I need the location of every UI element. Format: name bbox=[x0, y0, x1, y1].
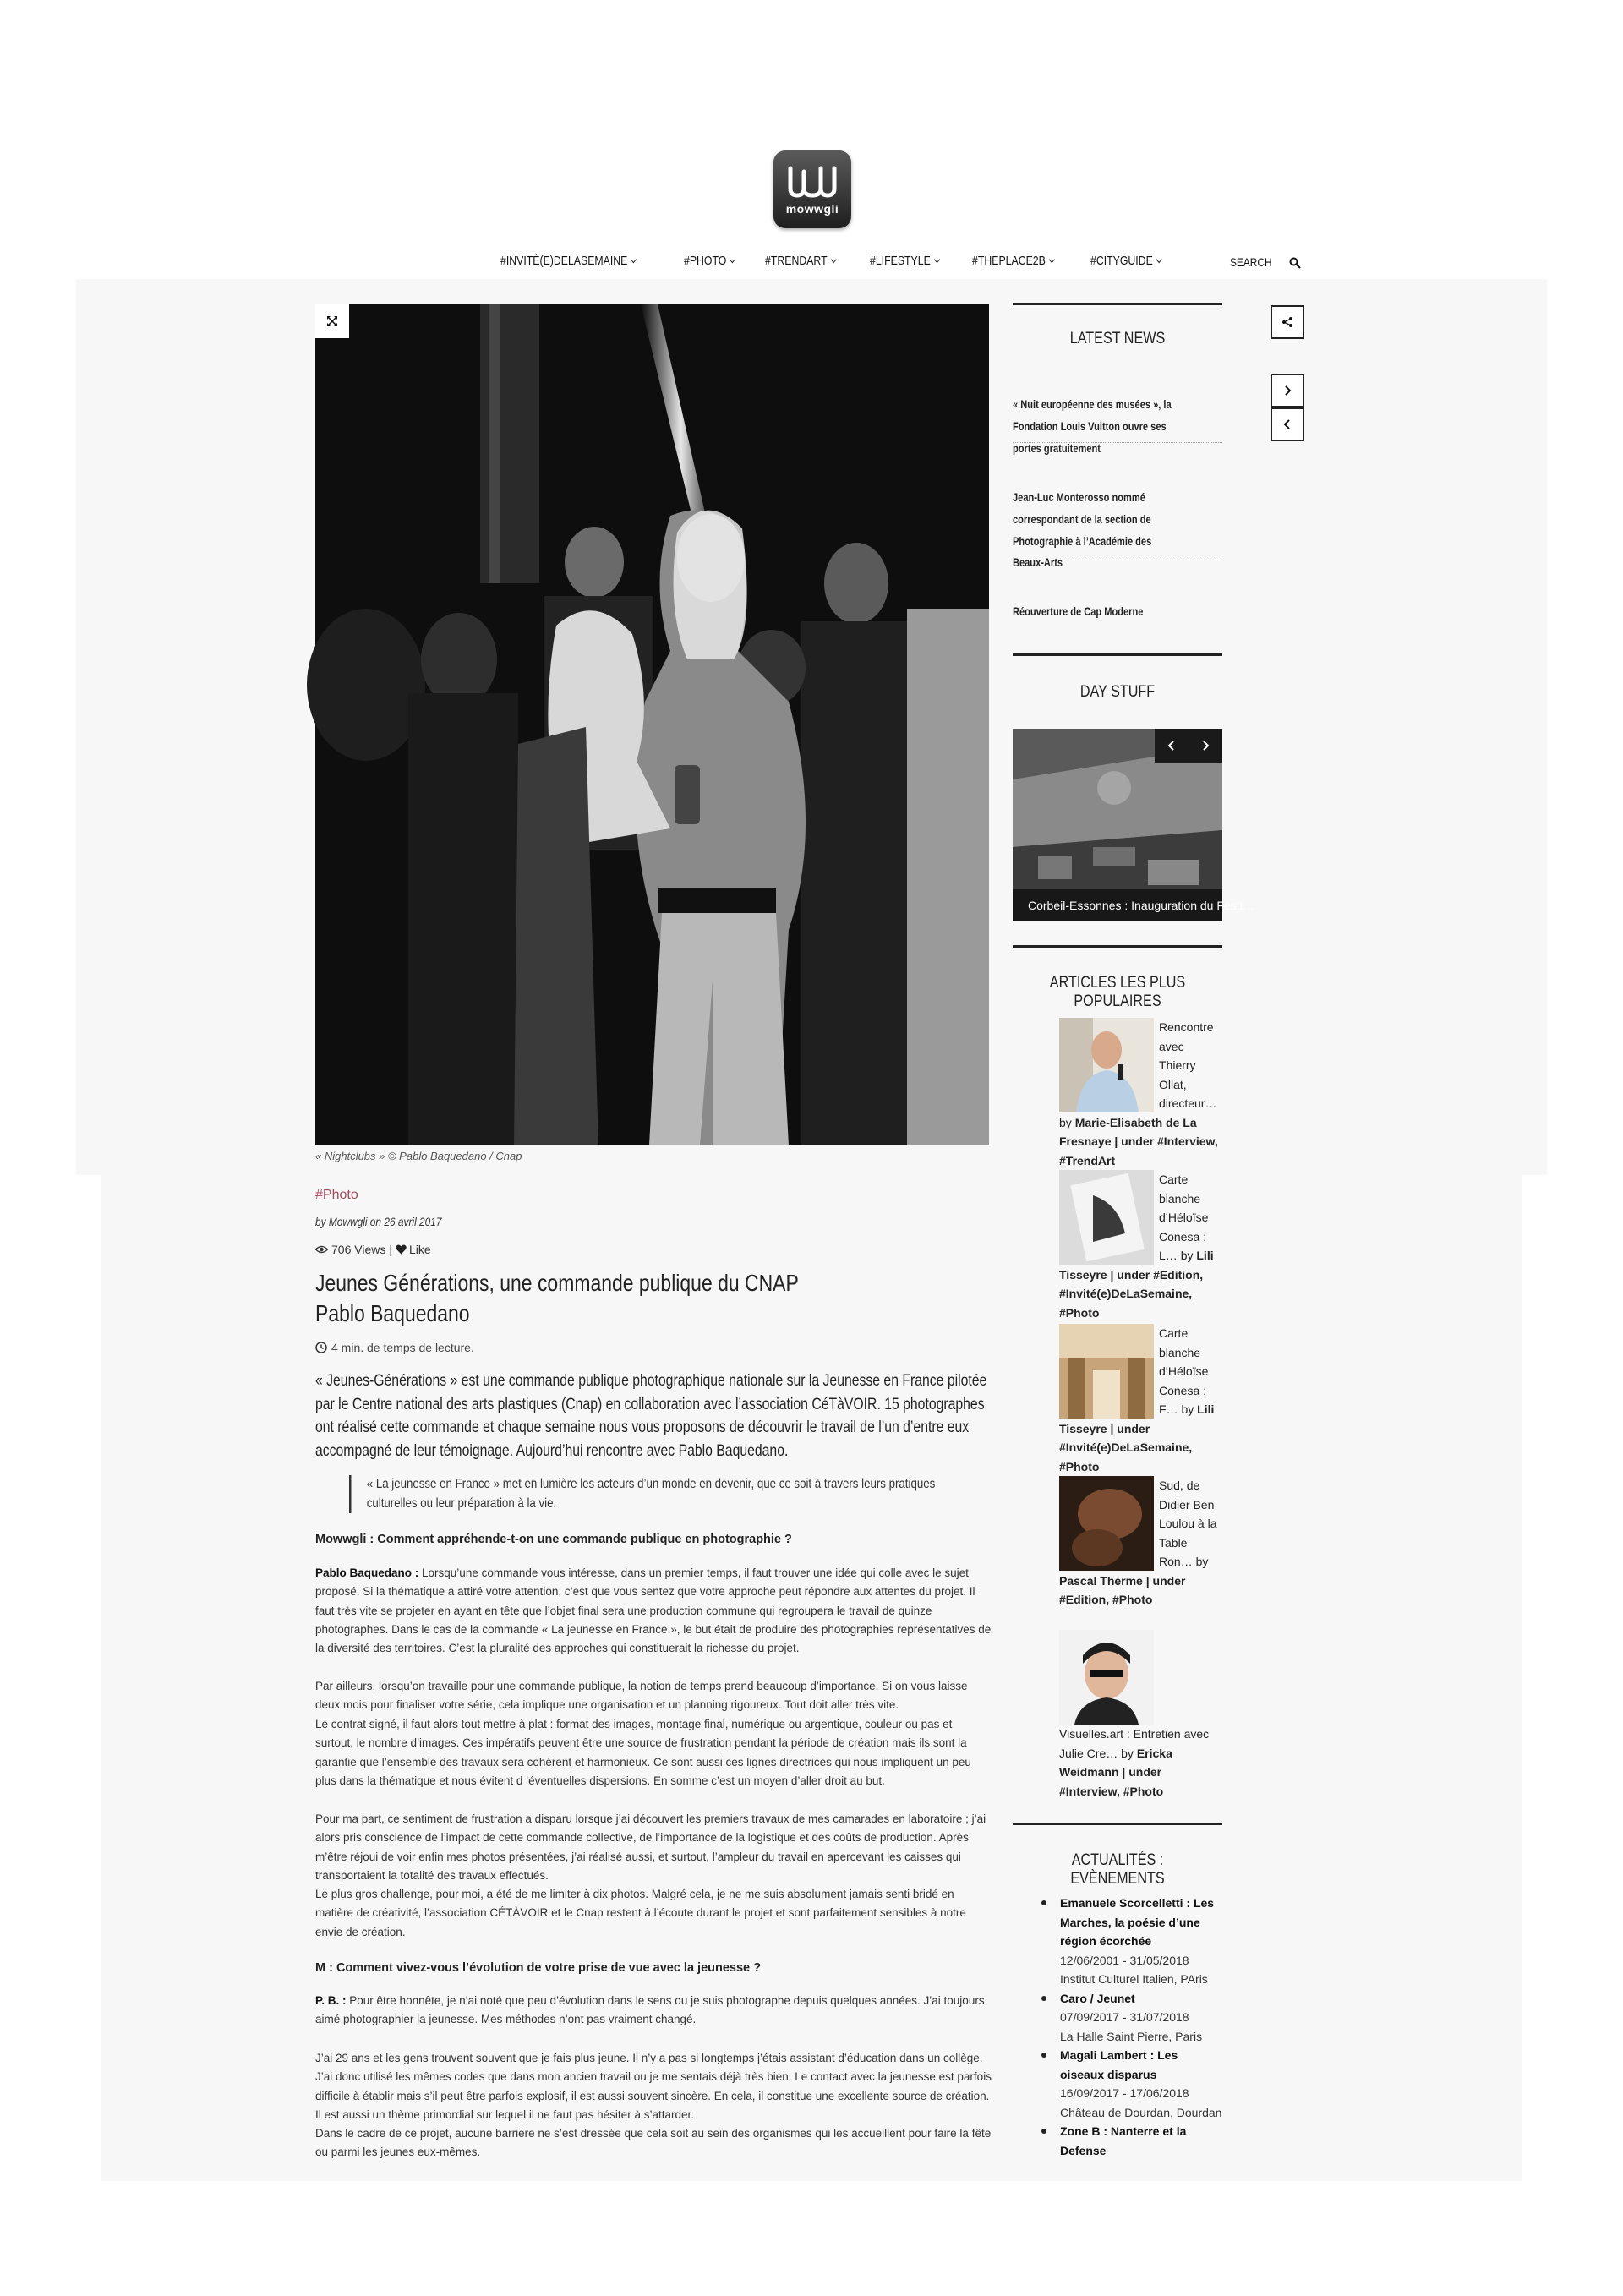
event-place: La Halle Saint Pierre, Paris bbox=[1060, 2029, 1203, 2043]
share-button[interactable] bbox=[1271, 305, 1304, 339]
byline: by Mowwgli on 26 avril 2017 bbox=[315, 1215, 442, 1228]
event-dates: 12/06/2001 - 31/05/2018 bbox=[1060, 1953, 1189, 1967]
read-time-text: 4 min. de temps de lecture. bbox=[331, 1341, 474, 1354]
popular-item-title: Visuelles.art : Entretien avec Julie Cre… bbox=[1059, 1727, 1210, 1760]
popular-author: Lili Tisseyre bbox=[1059, 1249, 1214, 1282]
article-stats bbox=[315, 1243, 431, 1256]
main-nav bbox=[0, 254, 1623, 274]
popular-item-title: Sud, de Didier Ben Loulou à la Table Ron… bbox=[1159, 1479, 1217, 1568]
hero-photo[interactable] bbox=[315, 304, 989, 1145]
day-stuff-rule bbox=[1013, 653, 1222, 656]
popular-categories: #Interview, #TrendArt bbox=[1059, 1134, 1218, 1167]
popular-author: Ericka Weidmann bbox=[1059, 1746, 1172, 1779]
popular-thumbnail bbox=[1059, 1630, 1154, 1725]
popular-thumbnail bbox=[1059, 1018, 1154, 1112]
event-item[interactable] bbox=[1038, 2122, 1224, 2160]
answer-2 bbox=[315, 1992, 992, 2030]
popular-item-title: Carte blanche d’Héloïse Conesa : F… bbox=[1159, 1326, 1209, 1416]
views-count: 706 Views bbox=[331, 1243, 386, 1256]
events-title: ACTUALITÉS : EVÈNEMENTS bbox=[1070, 1851, 1165, 1888]
like-label: Like bbox=[408, 1243, 431, 1256]
popular-author: Marie-Elisabeth de La Fresnaye bbox=[1059, 1115, 1197, 1148]
chevron-left-icon bbox=[1167, 740, 1176, 752]
eye-icon bbox=[315, 1245, 328, 1254]
chevron-down-icon bbox=[830, 255, 836, 262]
chevron-down-icon bbox=[631, 255, 637, 262]
question-1: Mowwgli : Comment appréhende-t-on une commande publique en photographie ? bbox=[315, 1533, 792, 1546]
stats-separator: | bbox=[389, 1243, 392, 1256]
read-time bbox=[315, 1341, 474, 1354]
latest-news-item[interactable]: Réouverture de Cap Moderne bbox=[1013, 605, 1144, 618]
answer-2-p2: J’ai 29 ans et les gens trouvent souvent que je fais plus jeune. Il n’y a pas si longtemps j’étais assistant d’éducation dans un collège. J’ai donc utilisé les mêmes codes que dans mon ancien travail ou je me sentais déjà très bien. Le contact avec la jeunesse est parfois difficile à établir mais s’il peut être parfois explosif, il est aussi souvent sincère. En cela, il constitue une excellente source de création. Il est aussi un thème primordial sur lequel il ne faut pas hésiter à s’attarder. bbox=[315, 2052, 992, 2121]
chevron-right-icon bbox=[1283, 385, 1292, 396]
latest-news-item[interactable]: « Nuit européenne des musées », la Fondation Louis Vuitton ouvre ses portes gratuitement bbox=[1013, 398, 1172, 455]
article-title-line1: Jeunes Générations, une commande publique du CNAP bbox=[315, 1270, 799, 1296]
popular-title: ARTICLES LES PLUS POPULAIRES bbox=[1049, 974, 1186, 1010]
popular-categories: #Interview, #Photo bbox=[1059, 1784, 1164, 1798]
latest-news-item[interactable]: Jean-Luc Monterosso nommé correspondant de la section de Photographie à l’Académie des Beaux-Arts bbox=[1013, 491, 1152, 570]
latest-news-rule bbox=[1013, 303, 1222, 305]
answer-1-p2: Par ailleurs, lorsqu’on travaille pour une commande publique, la notion de temps prend beaucoup d’importance. Si on vous laisse deux mois pour finaliser votre série, cela implique une organisation et un planning rigoureux. Tout doit aller très vite. bbox=[315, 1680, 968, 1712]
latest-news-title: LATEST NEWS bbox=[1069, 330, 1166, 347]
event-title: Caro / Jeunet bbox=[1060, 1991, 1135, 2005]
answer-1-p5: Le plus gros challenge, pour moi, a été de me limiter à dix photos. Malgré cela, je ne me suis absolument jamais senti bridé en matière de créativité, l’association CÉTÀVOIR et le Cnap restent à l’écoute durant le projet et sont parfaitement sensibles à notre envie de création. bbox=[315, 1888, 966, 1938]
chevron-right-icon bbox=[1201, 740, 1210, 752]
popular-item-title: Rencontre avec Thierry Ollat, directeur… bbox=[1159, 1020, 1217, 1110]
nav-item-theplace2b[interactable]: #THEPLACE2B bbox=[972, 254, 1054, 268]
popular-item[interactable]: Visuelles.art : Entretien avec Julie Cre… by Ericka Weidmann | under #Interview, #Photo bbox=[1059, 1630, 1220, 1801]
popular-item[interactable]: Carte blanche d’Héloïse Conesa : F… by Lili Tisseyre | under #Invité(e)DeLaSemaine, #Photo bbox=[1059, 1324, 1220, 1476]
popular-categories: #Invité(e)DeLaSemaine, #Photo bbox=[1059, 1440, 1193, 1473]
expand-icon bbox=[326, 315, 338, 327]
nav-item-lifestyle[interactable]: #LIFESTYLE bbox=[870, 254, 939, 268]
answer-1-p3: Le contrat signé, il faut alors tout mettre à plat : format des images, montage final, numérique ou argentique, couleur ou pas et surtout, le nombre d’images. Ces impératifs peuvent être une source de frustration pendant la période de création mais ils sont la garantie que l’ensemble des travaux sera cohérent et harmonieux. Ce sont aussi ces lignes directrices qui nous impliquent un peu plus dans la thématique et nous évitent d ’éventuelles dispersions. En somme c’est un moyen d’aller droit au but. bbox=[315, 1718, 971, 1787]
nav-item-cityguide[interactable]: #CITYGUIDE bbox=[1090, 254, 1161, 268]
chevron-down-icon bbox=[1049, 255, 1055, 262]
answer-1-p4: Pour ma part, ce sentiment de frustration a disparu lorsque j’ai découvert les premiers travaux de mes camarades en laboratoire ; j’ai alors pris conscience de l’impact de cette commande collective, de l’importance de la logistique et des coûts de production. Après m’être réjoui de voir enfin mes photos présentées, j’ai réalisé aussi, et surtout, l’ampleur du travail en apercevant les caisses qui transportaient la totalité des travaux effectués. bbox=[315, 1812, 986, 1882]
event-item[interactable] bbox=[1038, 1989, 1224, 2047]
search-label[interactable]: SEARCH bbox=[1230, 255, 1272, 269]
chevron-left-icon bbox=[1283, 418, 1292, 430]
popular-item[interactable]: Carte blanche d’Héloïse Conesa : L… by Lili Tisseyre | under #Edition, #Invité(e)DeLaSemaine, #Photo bbox=[1059, 1170, 1220, 1322]
popular-item[interactable]: Rencontre avec Thierry Ollat, directeur… by Marie-Elisabeth de La Fresnaye | under #Interview, #TrendArt bbox=[1059, 1018, 1220, 1170]
event-place: Institut Culturel Italien, PAris bbox=[1060, 1972, 1208, 1986]
popular-categories: #Edition, #Photo bbox=[1059, 1593, 1153, 1606]
popular-thumbnail bbox=[1059, 1476, 1154, 1571]
popular-thumbnail bbox=[1059, 1324, 1154, 1419]
prev-article-button[interactable] bbox=[1271, 407, 1304, 441]
divider bbox=[1013, 442, 1222, 443]
answer-2-p3: Dans le cadre de ce projet, aucune barrière ne s’est dressée que cela soit au sein des organismes qui les accueillent pour faire la fête ou parmi les jeunes eux-mêmes. bbox=[315, 2127, 992, 2159]
popular-author: Pascal Therme bbox=[1059, 1573, 1143, 1588]
popular-categories: #Edition, #Invité(e)DeLaSemaine, #Photo bbox=[1059, 1267, 1204, 1320]
nav-item-trendart[interactable]: #TRENDART bbox=[765, 254, 835, 268]
day-stuff-caption[interactable]: Corbeil-Essonnes : Inauguration du Festi… bbox=[1013, 889, 1222, 921]
popular-author: Lili Tisseyre bbox=[1059, 1402, 1215, 1435]
event-title: Emanuele Scorcelletti : Les Marches, la poésie d’une région écorchée bbox=[1060, 1896, 1215, 1948]
clock-icon bbox=[315, 1342, 327, 1353]
event-dates: 16/09/2017 - 17/06/2018 bbox=[1060, 2086, 1189, 2100]
answer-1-speaker: Pablo Baquedano : bbox=[315, 1566, 419, 1579]
article-title-line2: Pablo Baquedano bbox=[315, 1300, 470, 1326]
mowwgli-logo-icon bbox=[785, 163, 839, 200]
answer-2-text: Pour être honnête, je n’ai noté que peu d’évolution dans le sens ou je suis photographe depuis quelques années. J’ai toujours aimé photographier la jeunesse. Mes méthodes n’ont pas vraiment changé. bbox=[315, 1994, 985, 2026]
event-place: Château de Dourdan, Dourdan bbox=[1060, 2105, 1222, 2119]
popular-item-title: Carte blanche d’Héloïse Conesa : L… bbox=[1159, 1173, 1209, 1262]
expand-button[interactable] bbox=[315, 304, 349, 338]
event-title: Magali Lambert : Les oiseaux disparus bbox=[1060, 2048, 1178, 2081]
events-list bbox=[1038, 1894, 1224, 2160]
like-button[interactable] bbox=[396, 1243, 431, 1256]
answer-2-speaker: P. B. : bbox=[315, 1994, 347, 2007]
chevron-down-icon bbox=[933, 255, 939, 262]
heart-icon bbox=[396, 1244, 407, 1255]
site-logo[interactable] bbox=[773, 150, 851, 228]
popular-thumbnail bbox=[1059, 1170, 1154, 1265]
events-rule bbox=[1013, 1823, 1222, 1825]
event-item[interactable] bbox=[1038, 2046, 1224, 2122]
day-stuff-title: DAY STUFF bbox=[1079, 683, 1156, 701]
popular-rule bbox=[1013, 945, 1222, 948]
event-title: Zone B : Nanterre et la Defense bbox=[1060, 2124, 1187, 2157]
popular-item[interactable]: Sud, de Didier Ben Loulou à la Table Ron… by Pascal Therme | under #Edition, #Photo bbox=[1059, 1476, 1220, 1610]
chevron-down-icon bbox=[730, 255, 736, 262]
hero-photo-illustration bbox=[315, 304, 989, 1145]
day-stuff-slider[interactable] bbox=[1013, 729, 1254, 921]
answer-1 bbox=[315, 1564, 992, 1658]
nav-item-photo[interactable]: #PHOTO bbox=[684, 254, 735, 268]
share-icon bbox=[1281, 316, 1293, 328]
article-title bbox=[315, 1268, 939, 1329]
article-quote: « La jeunesse en France » met en lumière les acteurs d’un monde en devenir, que ce soit à travers leurs pratiques culturelles ou leur préparation à la vie. bbox=[349, 1475, 981, 1513]
day-stuff-next[interactable] bbox=[1189, 729, 1222, 763]
event-item[interactable] bbox=[1038, 1894, 1224, 1989]
search-icon[interactable] bbox=[1289, 257, 1301, 269]
answer-1-text: Lorsqu’une commande vous intéresse, dans un premier temps, il faut trouver une idée qui colle avec le sujet proposé. Si la thématique a attiré votre attention, c’est que vous sentez que votre approche peut répondre aux attentes du projet. Il faut très vite se projeter en ayant en tête que l’objet final sera une production commune qui regroupera le travail de quinze photographes. Dans le cas de la commande « La jeunesse en France », le but était de produire des photographies représentatives de la diversité des territoires. C’est la pluralité des approches qui constituerait la richesse du projet. bbox=[315, 1566, 992, 1655]
category-tag[interactable]: #Photo bbox=[315, 1188, 358, 1202]
article-lead: « Jeunes-Générations » est une commande publique photographique nationale sur la Jeunesse en France pilotée par le Centre national des arts plastiques (Cnap) en collaboration avec l’association CéTàVOIR. 15 photographes ont réalisé cette commande et chaque semaine nous vous proposons de découvrir le travail de l’un d’entre eux accompagné de leur témoignage. Aujourd’hui rencontre avec Pablo Baquedano. bbox=[315, 1372, 987, 1460]
logo-wordmark: mowwgli bbox=[785, 202, 839, 216]
event-dates: 07/09/2017 - 31/07/2018 bbox=[1060, 2010, 1189, 2024]
day-stuff-prev[interactable] bbox=[1155, 729, 1189, 763]
nav-item-invite[interactable]: #INVITÉ(E)DELASEMAINE bbox=[500, 254, 636, 268]
chevron-down-icon bbox=[1156, 255, 1162, 262]
next-article-button[interactable] bbox=[1271, 374, 1304, 407]
question-2: M : Comment vivez-vous l’évolution de votre prise de vue avec la jeunesse ? bbox=[315, 1961, 761, 1975]
photo-caption: « Nightclubs » © Pablo Baquedano / Cnap bbox=[315, 1150, 522, 1162]
